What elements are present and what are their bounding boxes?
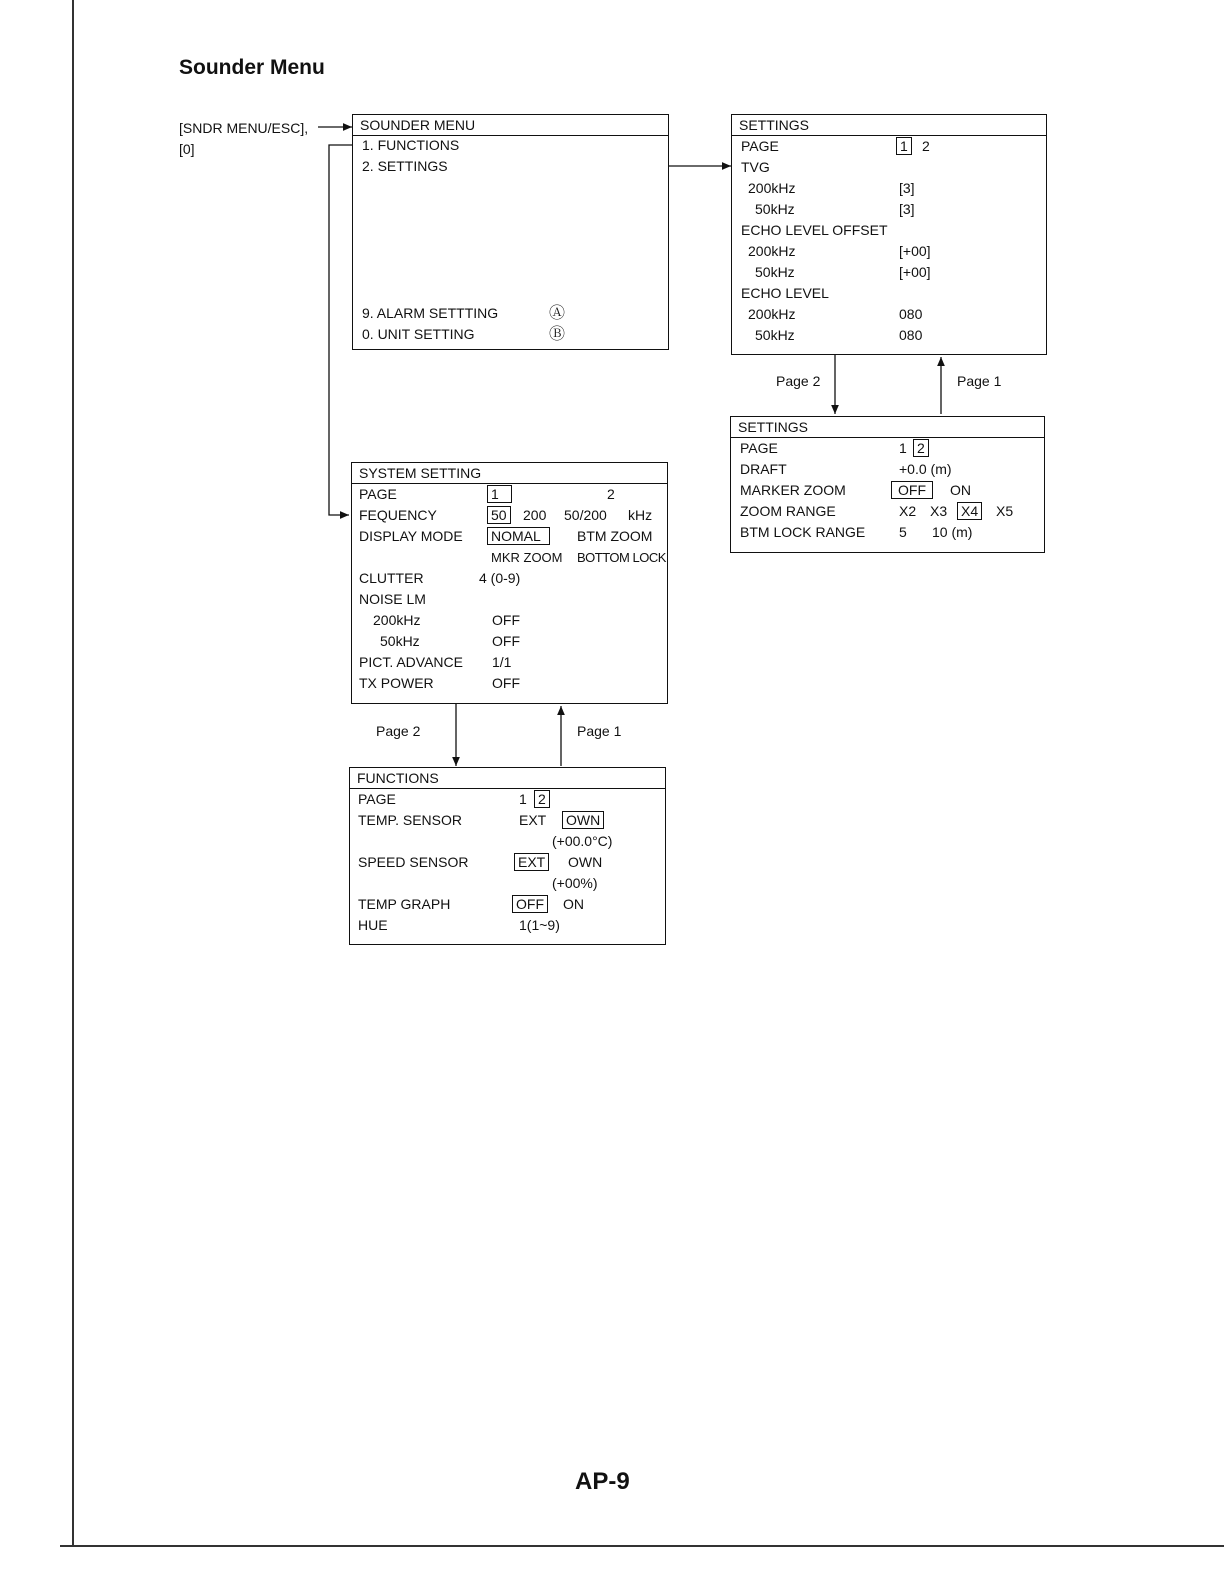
page-label: PAGE bbox=[359, 486, 397, 502]
temp-graph-on-option[interactable]: ON bbox=[563, 896, 584, 912]
tvg-200-label: 200kHz bbox=[748, 180, 796, 196]
entry-key-sndr-menu: [SNDR MENU/ESC], bbox=[179, 120, 309, 136]
btm-lock-10-option[interactable]: 10 (m) bbox=[932, 524, 973, 540]
mode-btm-zoom-option[interactable]: BTM ZOOM bbox=[577, 528, 653, 544]
functions-panel bbox=[349, 767, 666, 945]
zoom-x3-option[interactable]: X3 bbox=[930, 503, 948, 519]
page-number-footer: AP-9 bbox=[575, 1468, 630, 1495]
clutter-label: CLUTTER bbox=[359, 570, 424, 586]
settings-page1-title: SETTINGS bbox=[732, 115, 1046, 136]
menu-item-settings[interactable]: 2. SETTINGS bbox=[362, 158, 448, 174]
sounder-menu-title: SOUNDER MENU bbox=[353, 115, 668, 136]
zoom-x4-selected[interactable]: X4 bbox=[957, 502, 982, 520]
echo-200-label: 200kHz bbox=[748, 306, 796, 322]
page-1-option[interactable]: 1 bbox=[899, 440, 907, 456]
mode-mkr-zoom-option[interactable]: MKR ZOOM bbox=[491, 550, 563, 565]
menu-item-alarm-setting[interactable]: 9. ALARM SETTTING bbox=[362, 305, 499, 321]
entry-key-zero: [0] bbox=[179, 141, 195, 157]
pict-advance-label: PICT. ADVANCE bbox=[359, 654, 463, 670]
noise-50-value: OFF bbox=[492, 633, 520, 649]
freq-200-option[interactable]: 200 bbox=[523, 507, 547, 523]
page-title: Sounder Menu bbox=[179, 56, 325, 79]
btm-lock-5-option[interactable]: 5 bbox=[899, 524, 907, 540]
zoom-range-label: ZOOM RANGE bbox=[740, 503, 836, 519]
temp-sensor-value: (+00.0°C) bbox=[552, 833, 613, 849]
hue-value: 1(1~9) bbox=[519, 917, 560, 933]
temp-graph-label: TEMP GRAPH bbox=[358, 896, 451, 912]
marker-zoom-on-option[interactable]: ON bbox=[950, 482, 971, 498]
freq-50-selected[interactable]: 50 bbox=[487, 506, 511, 524]
settings-page2-panel bbox=[730, 416, 1045, 553]
speed-sensor-label: SPEED SENSOR bbox=[358, 854, 469, 870]
settings-nav-page1: Page 1 bbox=[957, 373, 1002, 389]
menu-item-functions[interactable]: 1. FUNCTIONS bbox=[362, 137, 460, 153]
btm-lock-range-label: BTM LOCK RANGE bbox=[740, 524, 866, 540]
echo-level-heading: ECHO LEVEL bbox=[741, 285, 829, 301]
frequency-label: FEQUENCY bbox=[359, 507, 437, 523]
marker-zoom-label: MARKER ZOOM bbox=[740, 482, 846, 498]
tvg-50-label: 50kHz bbox=[755, 201, 795, 217]
functions-title: FUNCTIONS bbox=[350, 768, 665, 789]
noise-200-value: OFF bbox=[492, 612, 520, 628]
page-2-selected[interactable]: 2 bbox=[913, 439, 929, 457]
unit-marker-icon: Ⓑ bbox=[549, 326, 566, 343]
page-label: PAGE bbox=[741, 138, 779, 154]
echo-50-label: 50kHz bbox=[755, 327, 795, 343]
clutter-value: 4 (0-9) bbox=[479, 570, 521, 586]
draft-value: +0.0 (m) bbox=[899, 461, 952, 477]
temp-graph-off-selected[interactable]: OFF bbox=[512, 895, 548, 913]
system-setting-panel bbox=[351, 462, 668, 704]
speed-sensor-ext-selected[interactable]: EXT bbox=[514, 853, 549, 871]
page-1-selected[interactable]: 1 bbox=[896, 137, 912, 155]
freq-unit: kHz bbox=[628, 507, 653, 523]
settings-page2-title: SETTINGS bbox=[731, 417, 1044, 438]
page-2-selected[interactable]: 2 bbox=[534, 790, 550, 808]
hue-label: HUE bbox=[358, 917, 388, 933]
tvg-200-value: [3] bbox=[899, 180, 915, 196]
temp-sensor-own-selected[interactable]: OWN bbox=[562, 811, 604, 829]
temp-sensor-ext-option[interactable]: EXT bbox=[519, 812, 547, 828]
speed-sensor-own-option[interactable]: OWN bbox=[568, 854, 603, 870]
echo-offset-heading: ECHO LEVEL OFFSET bbox=[741, 222, 888, 238]
mode-bottom-lock-option[interactable]: BOTTOM LOCK bbox=[577, 550, 666, 565]
offset-50-label: 50kHz bbox=[755, 264, 795, 280]
echo-50-value: 080 bbox=[899, 327, 923, 343]
system-setting-title: SYSTEM SETTING bbox=[352, 463, 667, 484]
settings-nav-page2: Page 2 bbox=[776, 373, 821, 389]
freq-50-200-option[interactable]: 50/200 bbox=[564, 507, 607, 523]
noise-200-label: 200kHz bbox=[373, 612, 421, 628]
tvg-heading: TVG bbox=[741, 159, 770, 175]
page-label: PAGE bbox=[358, 791, 396, 807]
mode-nomal-selected[interactable]: NOMAL bbox=[487, 527, 550, 545]
menu-item-unit-setting[interactable]: 0. UNIT SETTING bbox=[362, 326, 475, 342]
settings-page1-panel bbox=[731, 114, 1047, 355]
sounder-menu-panel bbox=[352, 114, 669, 350]
temp-sensor-label: TEMP. SENSOR bbox=[358, 812, 462, 828]
zoom-x2-option[interactable]: X2 bbox=[899, 503, 917, 519]
offset-200-label: 200kHz bbox=[748, 243, 796, 259]
echo-200-value: 080 bbox=[899, 306, 923, 322]
page-1-selected[interactable]: 1 bbox=[487, 485, 512, 503]
pict-advance-value: 1/1 bbox=[492, 654, 512, 670]
alarm-marker-icon: Ⓐ bbox=[549, 305, 566, 322]
display-mode-label: DISPLAY MODE bbox=[359, 528, 463, 544]
speed-sensor-value: (+00%) bbox=[552, 875, 598, 891]
tvg-50-value: [3] bbox=[899, 201, 915, 217]
zoom-x5-option[interactable]: X5 bbox=[996, 503, 1014, 519]
offset-200-value: [+00] bbox=[899, 243, 931, 259]
system-nav-page1: Page 1 bbox=[577, 723, 622, 739]
draft-label: DRAFT bbox=[740, 461, 787, 477]
page-2-option[interactable]: 2 bbox=[922, 138, 930, 154]
noise-50-label: 50kHz bbox=[380, 633, 420, 649]
offset-50-value: [+00] bbox=[899, 264, 931, 280]
tx-power-label: TX POWER bbox=[359, 675, 434, 691]
tx-power-value: OFF bbox=[492, 675, 520, 691]
page-1-option[interactable]: 1 bbox=[519, 791, 527, 807]
system-nav-page2: Page 2 bbox=[376, 723, 421, 739]
noise-lm-heading: NOISE LM bbox=[359, 591, 426, 607]
page-label: PAGE bbox=[740, 440, 778, 456]
page-2-option[interactable]: 2 bbox=[607, 486, 615, 502]
marker-zoom-off-selected[interactable]: OFF bbox=[891, 481, 933, 499]
